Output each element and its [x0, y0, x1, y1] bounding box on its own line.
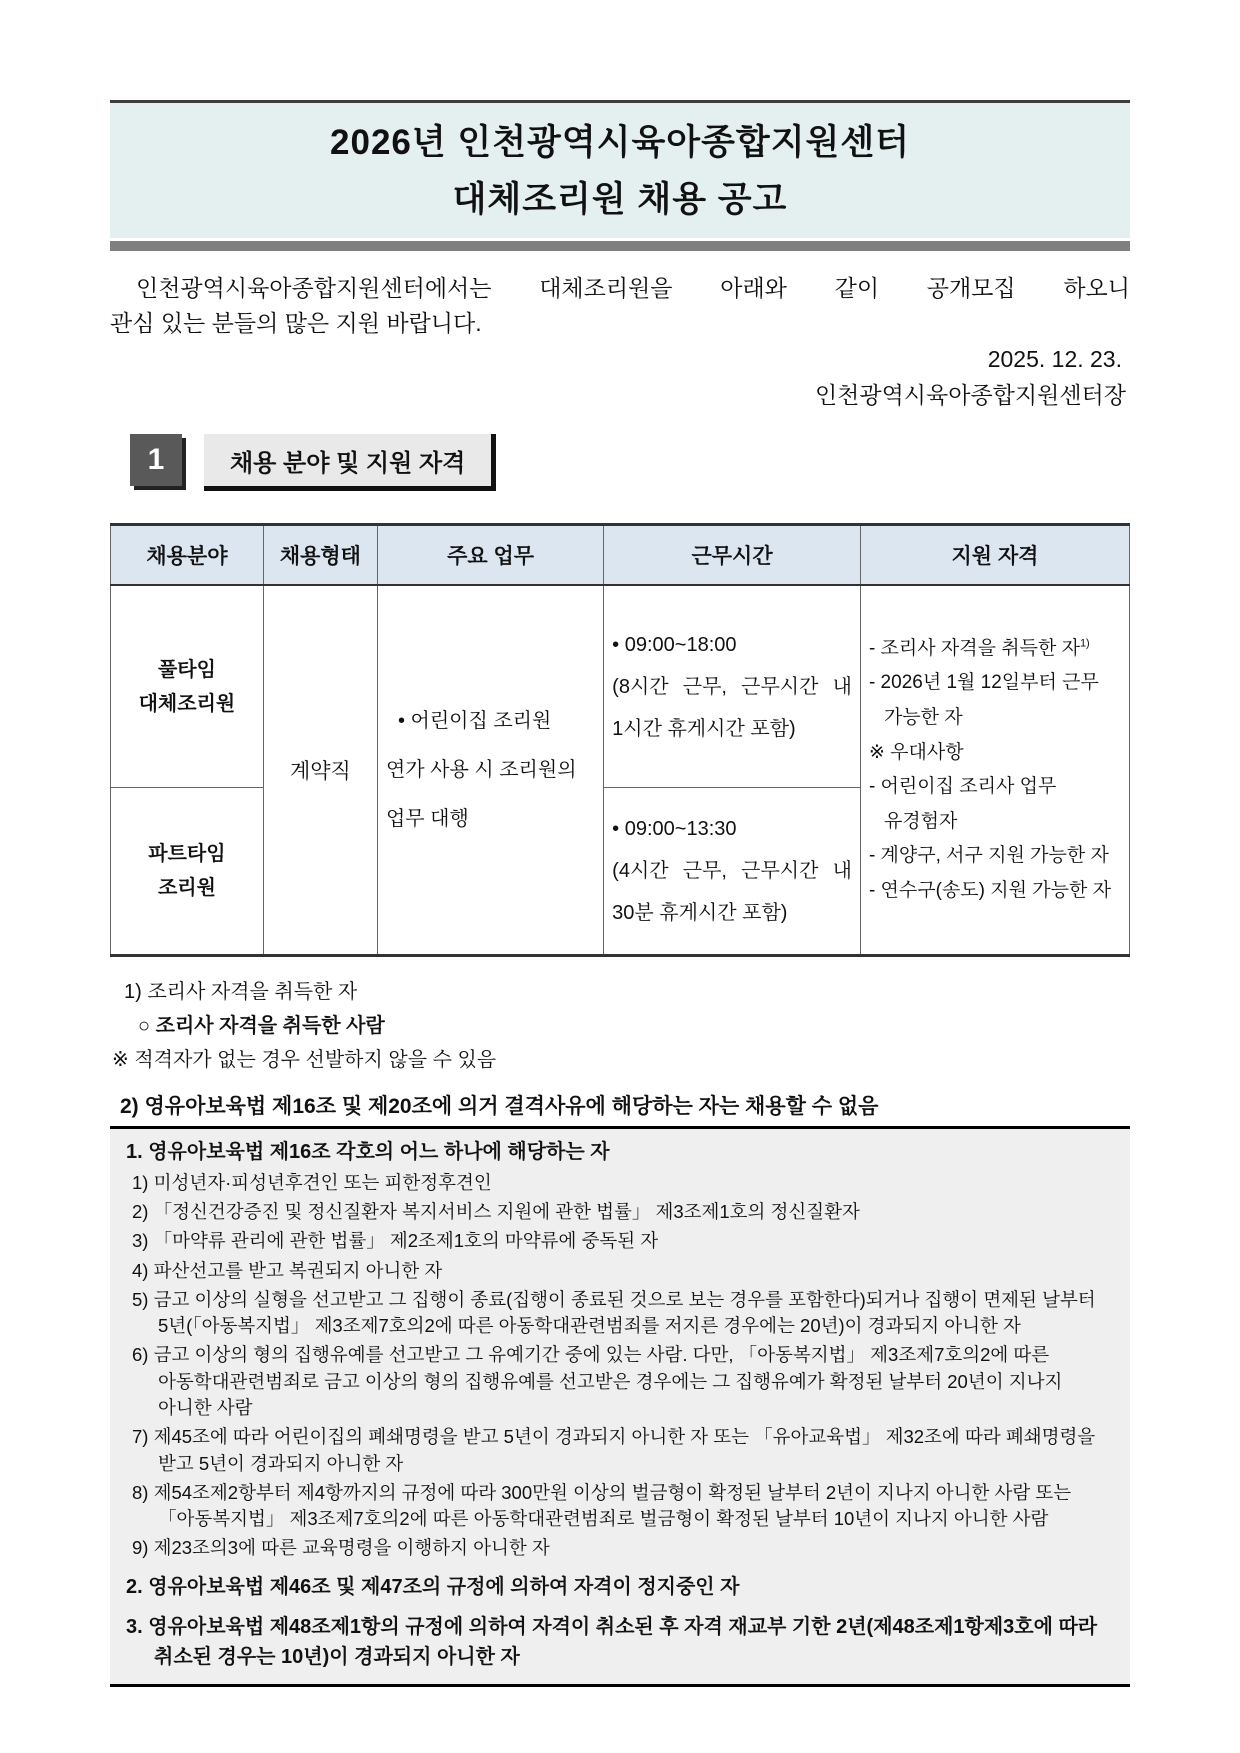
cell-worktime-parttime	[604, 787, 861, 955]
footnote-marker: 1)	[1079, 637, 1090, 650]
table-header-row	[111, 525, 1130, 586]
recruitment-table	[110, 523, 1130, 957]
title-underline-bar	[110, 241, 1130, 251]
qualification-item: - 계양구, 서구 지원 가능한 자	[868, 845, 1109, 867]
qualification-item: - 어린이집 조리사 업무 유경험자	[868, 776, 1057, 832]
notice-title-box	[110, 100, 1130, 238]
field-parttime-line2: 조리원	[157, 876, 216, 899]
worktime-parttime-detail: (4시간 근무, 근무시간 내 30분 휴게시간 포함)	[612, 859, 852, 924]
announcement-date: 2025. 12. 23.	[987, 346, 1122, 373]
qualification-preferred-label: ※ 우대사항	[868, 741, 964, 763]
legal-item: 2) 「정신건강증진 및 정신질환자 복지서비스 지원에 관한 법률」 제3조제1호의 정신질환자	[132, 1201, 860, 1223]
column-header-main-duty: 주요 업무	[377, 525, 603, 586]
footnote-3: ※ 적격자가 없는 경우 선발하지 않을 수 있음	[112, 1048, 497, 1071]
notice-title-line1: 2026년 인천광역시육아종합지원센터	[330, 123, 910, 162]
duty-line3: 업무 대행	[385, 807, 469, 830]
intro-line1: 인천광역시육아종합지원센터에서는 대체조리원을 아래와 같이 공개모집 하오니	[136, 275, 1130, 302]
qualification-item-text: - 조리사 자격을 취득한 자	[868, 637, 1080, 659]
cell-employment-type: 계약직	[263, 585, 377, 955]
cell-field-fulltime	[111, 585, 264, 787]
intro-line2: 관심 있는 분들의 많은 지원 바랍니다.	[110, 309, 482, 336]
column-header-qualification: 지원 자격	[860, 525, 1129, 586]
qualification-item: - 연수구(송도) 지원 가능한 자	[868, 879, 1111, 901]
legal-item: 4) 파산선고를 받고 복권되지 아니한 자	[132, 1259, 443, 1281]
cell-qualifications	[860, 585, 1129, 955]
legal-item: 7) 제45조에 따라 어린이집의 폐쇄명령을 받고 5년이 경과되지 아니한 자 또는 「유아교육법」 제32조에 따라 폐쇄명령을 받고 5년이 경과되지 아니한 자	[132, 1426, 1096, 1474]
legal-heading-1: 1. 영유아보육법 제16조 각호의 어느 하나에 해당하는 자	[126, 1140, 610, 1163]
column-header-work-hours: 근무시간	[604, 525, 861, 586]
column-header-recruit-field: 채용분야	[111, 525, 264, 586]
footnote-block	[110, 979, 1130, 1074]
column-header-employment-type: 채용형태	[263, 525, 377, 586]
cell-main-duty	[377, 585, 603, 955]
duty-line1: • 어린이집 조리원	[397, 709, 552, 732]
intro-paragraph	[110, 271, 1130, 340]
legal-heading-3: 3. 영유아보육법 제48조제1항의 규정에 의하여 자격이 취소된 후 자격 재교부 기한 2년(제48조제1항제3호에 따라 취소된 경우는 10년)이 경과되지 아니한 자	[126, 1615, 1098, 1668]
legal-item: 6) 금고 이상의 형의 집행유예를 선고받고 그 유예기간 중에 있는 사람. 다만, 「아동복지법」 제3조제7호의2에 따른 아동학대관련범죄로 금고 이상의 형의 집행유예를 선고받은 경우에는 그 집행유예가 확정된 날부터 20년이 지나지 아니한 사람	[132, 1344, 1063, 1418]
worktime-parttime-main: • 09:00~13:30	[612, 817, 737, 840]
legal-item: 3) 「마약류 관리에 관한 법률」 제2조제1호의 마약류에 중독된 자	[132, 1230, 659, 1252]
field-fulltime-line1: 풀타임	[157, 658, 216, 681]
footnote-2: ○ 조리사 자격을 취득한 사람	[138, 1014, 385, 1037]
worktime-fulltime-main: • 09:00~18:00	[612, 633, 737, 656]
legal-item: 8) 제54조제2항부터 제4항까지의 규정에 따라 300만원 이상의 벌금형이 확정된 날부터 2년이 지나지 아니한 사람 또는 「아동복지법」 제3조제7호의2에 따른 아동학대관련범죄로 벌금형이 확정된 날부터 10년이 지나지 아니한 사람	[132, 1481, 1072, 1530]
legal-item: 5) 금고 이상의 실형을 선고받고 그 집행이 종료(집행이 종료된 것으로 보는 경우를 포함한다)되거나 집행이 면제된 날부터 5년(「아동복지법」 제3조제7호의2에 따른 아동학대관련범죄를 저지른 경우에는 20년)이 경과되지 아니한 자	[132, 1288, 1096, 1337]
worktime-fulltime-detail: (8시간 근무, 근무시간 내 1시간 휴게시간 포함)	[612, 675, 852, 740]
qualification-item: - 2026년 1월 12일부터 근무 가능한 자	[868, 672, 1099, 728]
announcer-signature: 인천광역시육아종합지원센터장	[814, 382, 1126, 409]
qualification-item	[869, 632, 1121, 667]
section1-title: 채용 분야 및 지원 자격	[204, 434, 496, 491]
duty-line2: 연가 사용 시 조리원의	[385, 758, 577, 781]
field-parttime-line1: 파트타임	[148, 842, 226, 865]
table-row-fulltime	[111, 585, 1130, 787]
legal-heading-2: 2. 영유아보육법 제46조 및 제47조의 규정에 의하여 자격이 정지중인 자	[126, 1575, 740, 1598]
notice-title-line2: 대체조리원 채용 공고	[452, 179, 788, 219]
cell-worktime-fulltime	[604, 585, 861, 787]
field-fulltime-line2: 대체조리원	[138, 692, 236, 715]
legal-disqualification-box	[110, 1126, 1130, 1687]
section1-header	[110, 434, 1130, 491]
legal-item: 1) 미성년자·피성년후견인 또는 피한정후견인	[132, 1171, 492, 1193]
footnote-1: 1) 조리사 자격을 취득한 자	[124, 980, 358, 1003]
legal-item: 9) 제23조의3에 따른 교육명령을 이행하지 아니한 자	[132, 1537, 550, 1559]
section1-number-badge: 1	[130, 434, 182, 486]
cell-field-parttime	[111, 787, 264, 955]
section2-heading: 2) 영유아보육법 제16조 및 제20조에 의거 결격사유에 해당하는 자는 채용할 수 없음	[120, 1094, 879, 1118]
